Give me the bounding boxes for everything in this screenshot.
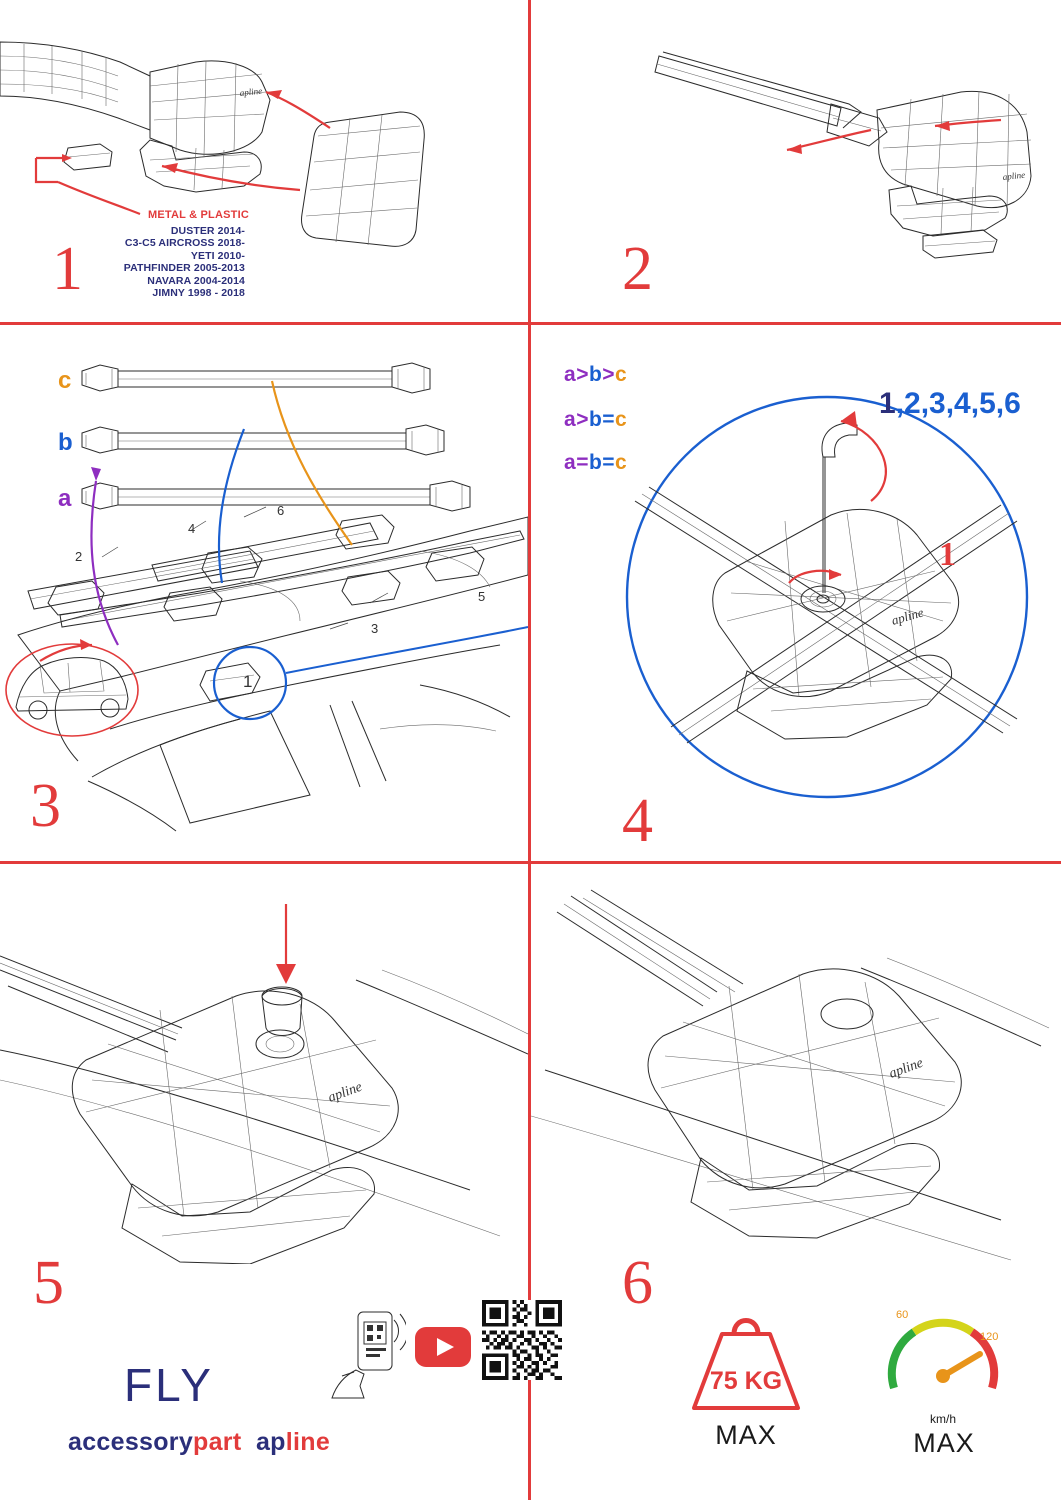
- qr-code: [482, 1300, 562, 1380]
- fly-brand-title: FLY: [124, 1359, 214, 1411]
- bar-label-c: c: [58, 367, 72, 394]
- max-speed-label: MAX: [913, 1428, 975, 1458]
- callout-5: 5: [478, 589, 486, 604]
- equation-2: a>b=c: [564, 408, 628, 431]
- model-item: JIMNY 1998 - 2018: [152, 286, 245, 299]
- step3-illustration: [0, 325, 528, 861]
- model-item: C3-C5 AIRCROSS 2018-: [124, 237, 245, 250]
- metal-plastic-label: METAL & PLASTIC: [148, 209, 249, 221]
- callout-6: 6: [277, 503, 285, 518]
- step5-illustration: [0, 864, 528, 1264]
- svg-text:apline: apline: [887, 1055, 926, 1082]
- youtube-icon[interactable]: [414, 1326, 472, 1368]
- sequence-rest: ,2,3,4,5,6: [895, 387, 1021, 420]
- max-speed-gauge-icon: [880, 1296, 1006, 1416]
- model-item: NAVARA 2004-2014: [147, 274, 245, 287]
- step-number-2: 2: [622, 235, 653, 303]
- brand-part: part: [193, 1428, 242, 1456]
- callout-4: 4: [188, 521, 196, 536]
- svg-text:120: 120: [980, 1331, 999, 1343]
- brand-line: line: [285, 1428, 331, 1456]
- model-item: YETI 2010-: [190, 249, 245, 262]
- panel-step-3: [0, 325, 528, 861]
- equation-3: a=b=c: [564, 451, 628, 474]
- speed-unit-label: km/h: [929, 1412, 956, 1426]
- step4-callout-1: 1: [939, 536, 956, 573]
- step-number-5: 5: [33, 1249, 64, 1317]
- equation-1: a>b>c: [564, 363, 628, 386]
- scan-qr-phone-icon: [330, 1310, 406, 1402]
- max-weight-value: 75 KG: [709, 1367, 783, 1395]
- sequence-first: 1: [879, 387, 896, 420]
- svg-text:apline: apline: [889, 604, 926, 628]
- panel-step-4: [531, 325, 1061, 861]
- step2-illustration: [531, 0, 1061, 322]
- brand-ap: ap: [255, 1428, 286, 1456]
- brand-subtitle: [68, 1428, 330, 1457]
- bar-label-a: a: [58, 485, 72, 512]
- step6-illustration: [531, 864, 1061, 1264]
- svg-text:apline: apline: [239, 85, 263, 98]
- callout-2: 2: [75, 549, 83, 564]
- model-item: DUSTER 2014-: [170, 225, 245, 237]
- compatible-models-list: [0, 225, 245, 303]
- step-number-3: 3: [30, 772, 61, 840]
- step-number-6: 6: [622, 1249, 653, 1317]
- svg-text:apline: apline: [326, 1079, 365, 1106]
- callout-1: 1: [243, 672, 253, 691]
- max-weight-label: MAX: [715, 1420, 777, 1450]
- step-number-1: 1: [52, 235, 83, 303]
- step4-sequence: [879, 387, 1021, 421]
- panel-step-2: [531, 0, 1061, 322]
- callout-3: 3: [371, 621, 379, 636]
- svg-text:60: 60: [896, 1309, 909, 1321]
- svg-text:apline: apline: [1002, 169, 1026, 182]
- panel-step-5: [0, 864, 528, 1500]
- model-item: PATHFINDER 2005-2013: [123, 262, 245, 275]
- step-number-4: 4: [622, 787, 653, 855]
- brand-accessory: accessory: [68, 1428, 194, 1456]
- max-weight-icon: [686, 1304, 806, 1416]
- panel-step-1: [0, 0, 528, 322]
- bar-label-b: b: [58, 429, 73, 456]
